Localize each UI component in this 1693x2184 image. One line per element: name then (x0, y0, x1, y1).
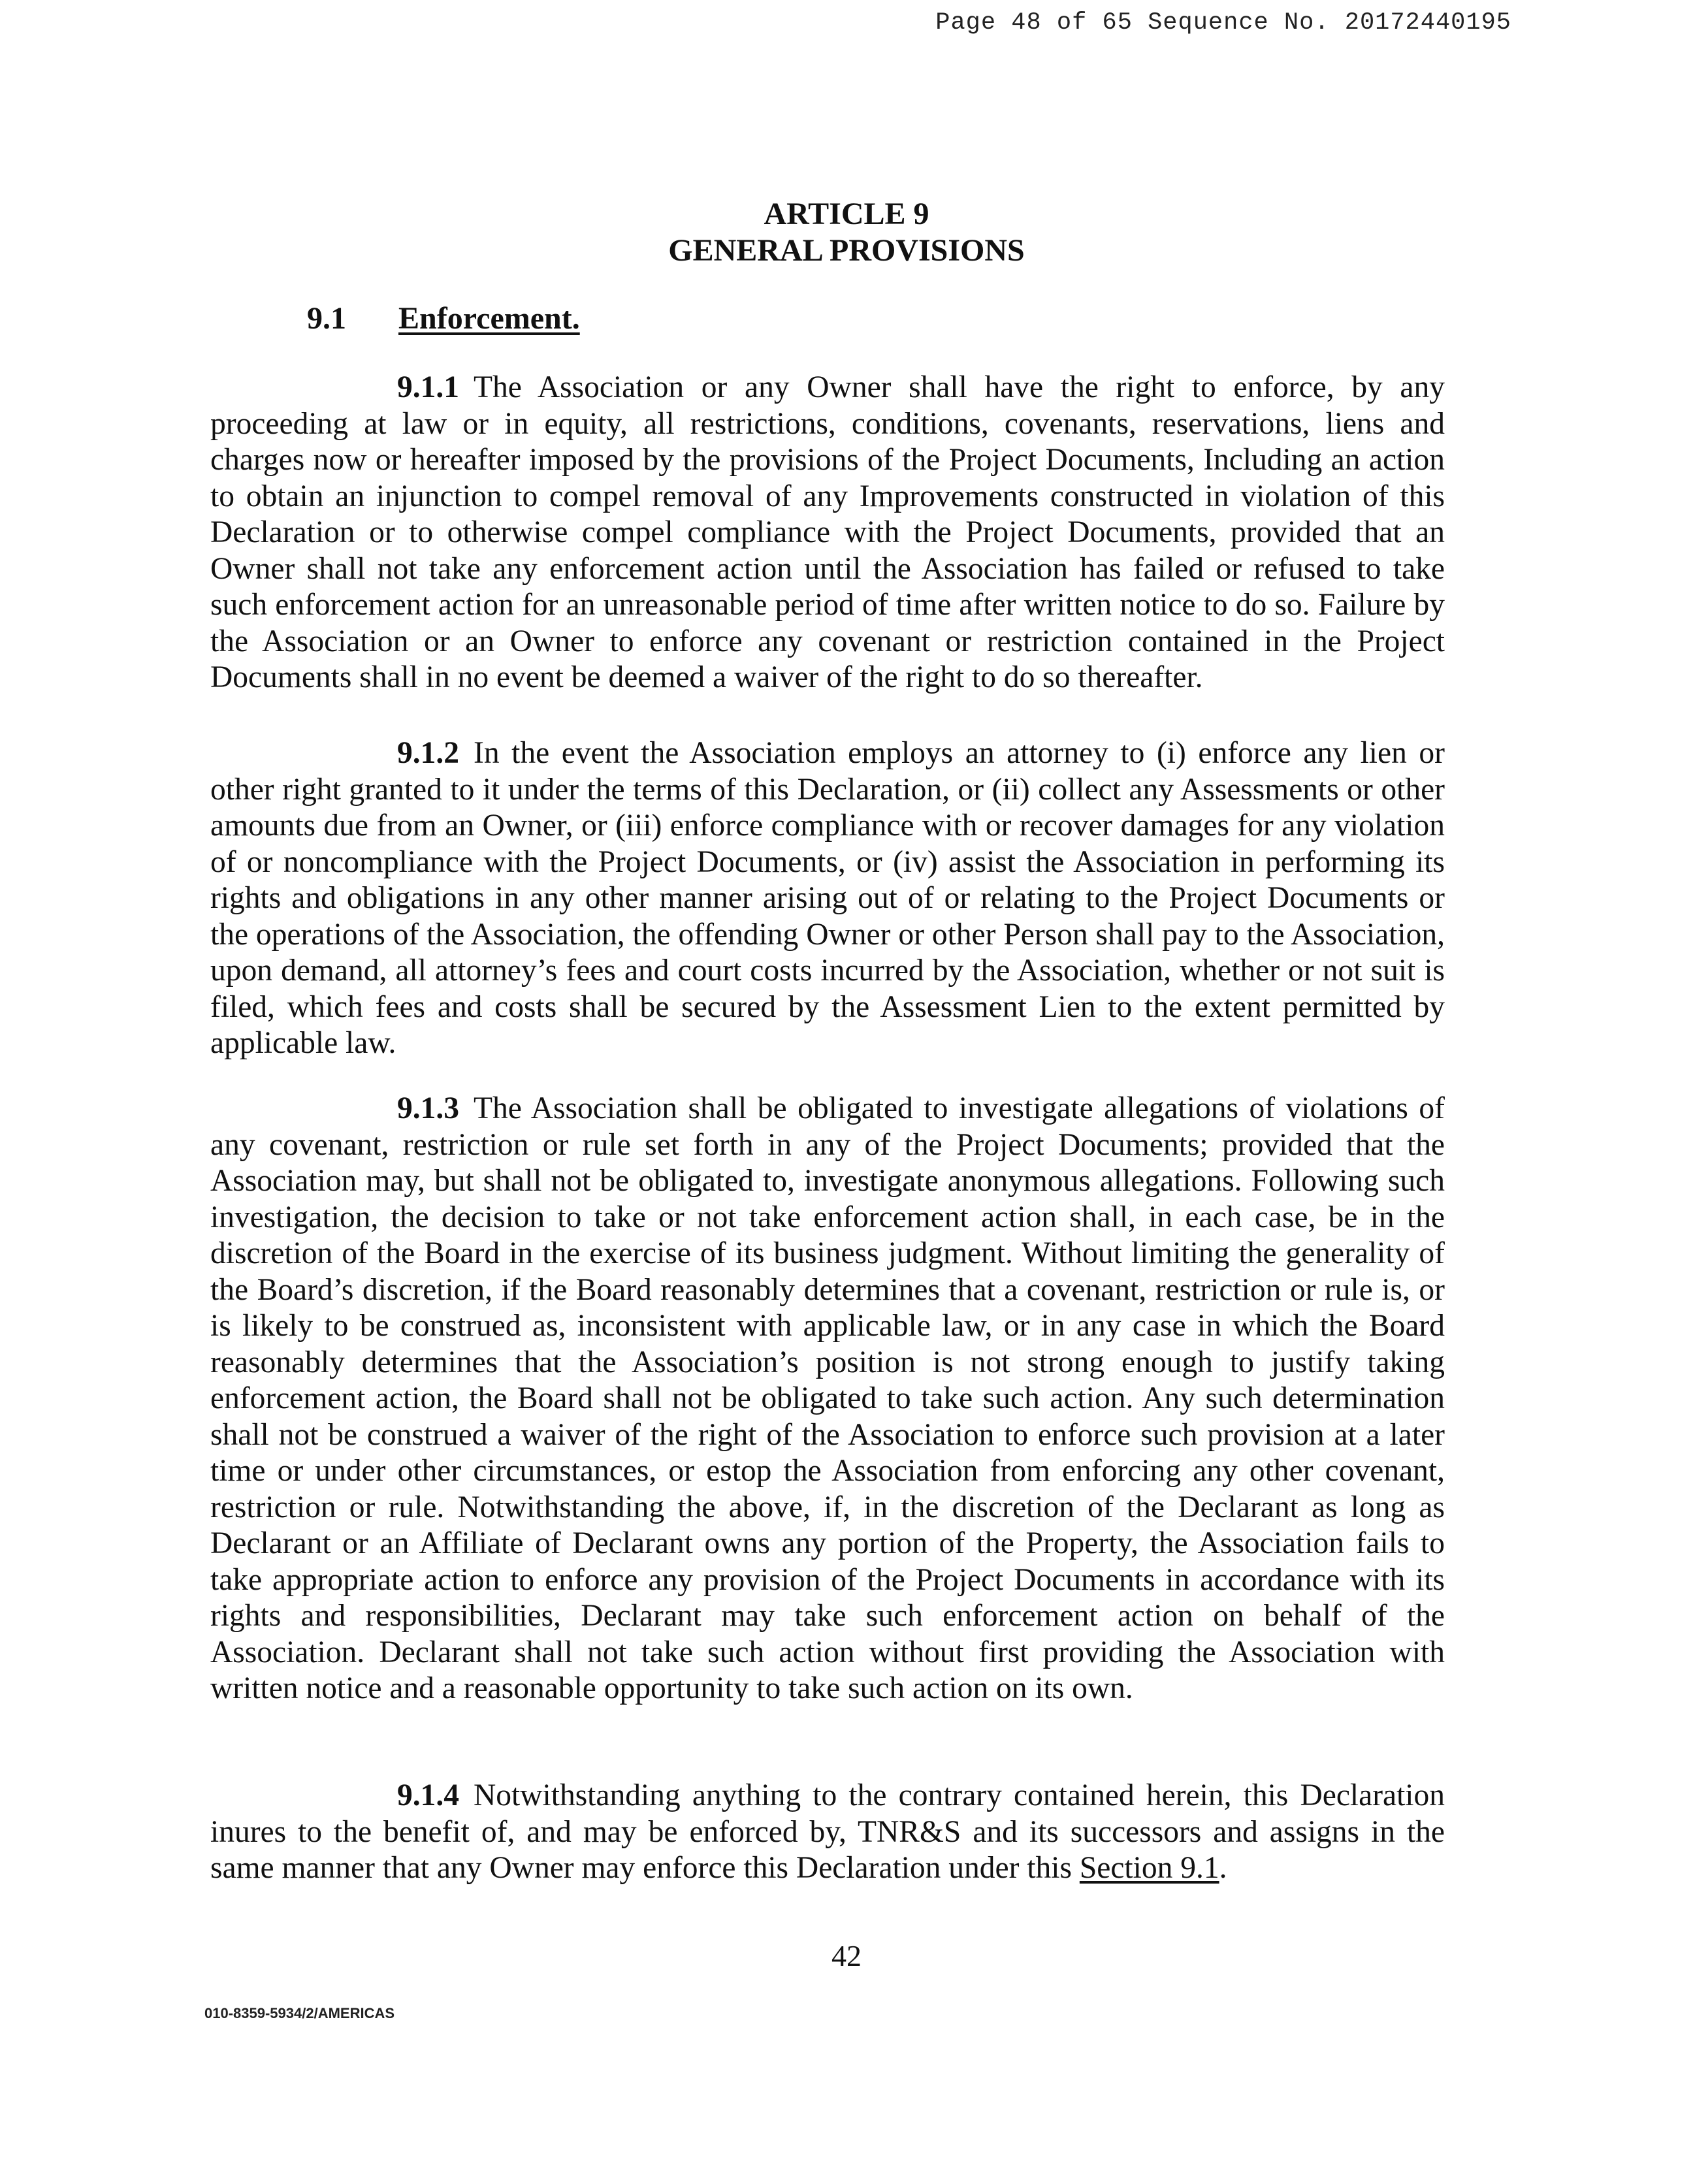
paragraph-tail: . (1219, 1851, 1227, 1885)
paragraph-text: The Association shall be obligated to investigate allegations of violations of any covenant, restriction or rule set forth in any of the Project Documents; provided that the Association may, but shall not be obligated to, investigate anonymous allegations. Following such investigation, the decision to take or not take enforcement action shall, in each case, be in the discretion of the Board in the exercise of its business judgment. Without limiting the generality of the Board’s discretion, if the Board reasonably determines that a covenant, restriction or rule is, or is likely to be construed as, inconsistent with applicable law, or in any case in which the Board reasonably determines that the Association’s position is not strong enough to justify taking enforcement action, the Board shall not be obligated to take such action. Any such determination shall not be construed a waiver of the right of the Association to enforce such provision at a later time or under other circumstances, or estop the Association from enforcing any other covenant, restriction or rule. Notwithstanding the above, if, in the discretion of the Declarant as long as Declarant or an Affiliate of Declarant owns any portion of the Property, the Association fails to take appropriate action to enforce any provision of the Project Documents in accordance with its rights and responsibilities, Declarant may take such enforcement action on behalf of the Association. Declarant shall not take such action without first providing the Association with written notice and a reasonable opportunity to take such action on its own. (210, 1091, 1445, 1705)
article-number-heading: ARTICLE 9 (764, 197, 929, 231)
paragraph-number: 9.1.4 (397, 1778, 459, 1812)
page-sequence-stamp: Page 48 of 65 Sequence No. 20172440195 (935, 9, 1511, 37)
page-number: 42 (831, 1939, 862, 1972)
paragraph-9-1-2 (210, 735, 1445, 1062)
section-title: Enforcement. (398, 301, 580, 336)
paragraph-number: 9.1.3 (397, 1091, 459, 1125)
section-cross-reference-link[interactable]: Section 9.1 (1079, 1851, 1219, 1885)
paragraph-text: Notwithstanding anything to the contrary contained herein, this Declaration inures to the benefit of, and may be enforced by, TNR&S and its successors and assigns in the same manner that any Owner may enforce this Declaration under this (210, 1778, 1445, 1885)
paragraph-number: 9.1.1 (397, 370, 459, 404)
paragraph-text: The Association or any Owner shall have the right to enforce, by any proceeding at law or in equity, all restrictions, conditions, covenants, reservations, liens and charges now or hereafter imposed by the provisions of the Project Documents, Including an action to obtain an injunction to compel removal of any Improvements constructed in violation of this Declaration or to otherwise compel compliance with the Project Documents, provided that an Owner shall not take any enforcement action until the Association has failed or refused to take such enforcement action for an unreasonable period of time after written notice to do so. Failure by the Association or an Owner to enforce any covenant or restriction contained in the Project Documents shall in no event be deemed a waiver of the right to do so thereafter. (210, 370, 1445, 694)
document-id: 010-8359-5934/2/AMERICAS (204, 2005, 395, 2021)
section-heading (307, 300, 580, 336)
paragraph-text: In the event the Association employs an attorney to (i) enforce any lien or other right granted to it under the terms of this Declaration, or (ii) collect any Assessments or other amounts due from an Owner, or (iii) enforce compliance with or recover damages for any violation of or noncompliance with the Project Documents, or (iv) assist the Association in performing its rights and obligations in any other manner arising out of or relating to the Project Documents or the operations of the Association, the offending Owner or other Person shall pay to the Association, upon demand, all attorney’s fees and court costs incurred by the Association, whether or not suit is filed, which fees and costs shall be secured by the Assessment Lien to the extent permitted by applicable law. (210, 736, 1445, 1060)
paragraph-9-1-3 (210, 1091, 1445, 1707)
paragraph-number: 9.1.2 (397, 736, 459, 770)
paragraph-9-1-4 (210, 1778, 1445, 1887)
paragraph-9-1-1 (210, 370, 1445, 696)
article-title-heading: GENERAL PROVISIONS (668, 233, 1025, 268)
section-number: 9.1 (307, 301, 346, 336)
